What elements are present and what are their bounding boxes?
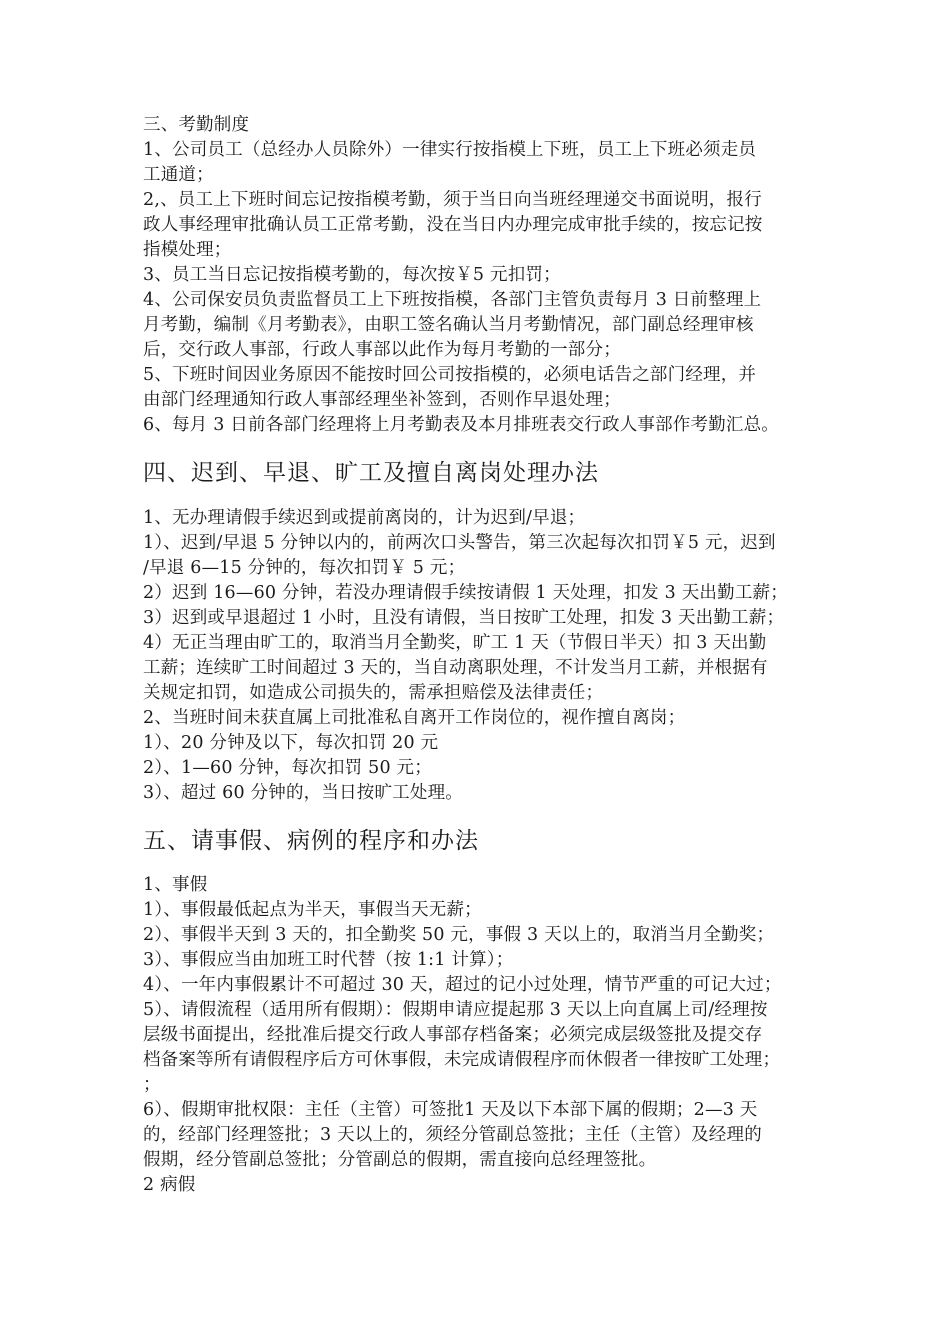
paragraph-line: 3）、超过 60 分钟的，当日按旷工处理。 xyxy=(143,783,463,803)
section-lateness-handling xyxy=(143,458,813,806)
paragraph-line: 政人事经理审批确认员工正常考勤，没在当日内办理完成审批手续的，按忘记按 xyxy=(143,215,763,235)
paragraph-line: 3、员工当日忘记按指模考勤的，每次按￥5 元扣罚； xyxy=(143,265,561,285)
paragraph-line: 4）、一年内事假累计不可超过 30 天，超过的记小过处理，情节严重的可记大过； xyxy=(143,975,782,995)
paragraph-line: 6、每月 3 日前各部门经理将上月考勤表及本月排班表交行政人事部作考勤汇总。 xyxy=(143,415,779,435)
paragraph-line: 2、当班时间未获直属上司批准私自离开工作岗位的，视作擅自离岗； xyxy=(143,708,686,728)
paragraph-line: 1）、20 分钟及以下，每次扣罚 20 元 xyxy=(143,733,439,753)
paragraph-line: 指模处理； xyxy=(143,240,232,260)
paragraph-line: 月考勤，编制《月考勤表》，由职工签名确认当月考勤情况，部门副总经理审核 xyxy=(143,315,754,335)
paragraph-line: 3）迟到或早退超过 1 小时，且没有请假，当日按旷工处理，扣发 3 天出勤工薪； xyxy=(143,608,785,628)
paragraph-line: 4、公司保安员负责监督员工上下班按指模，各部门主管负责每月 3 日前整理上 xyxy=(143,290,762,310)
section-title-attendance: 三、考勤制度 xyxy=(143,115,250,135)
paragraph-line: 关规定扣罚，如造成公司损失的，需承担赔偿及法律责任； xyxy=(143,683,604,703)
section-heading-lateness: 四、迟到、早退、旷工及擅自离岗处理办法 xyxy=(143,460,599,486)
paragraph-line: 3）、事假应当由加班工时代替（按 1:1 计算）； xyxy=(143,950,514,970)
paragraph-line: 5、下班时间因业务原因不能按时回公司按指模的，必须电话告之部门经理，并 xyxy=(143,365,757,385)
section-leave-procedure xyxy=(143,826,813,1198)
paragraph-line: 1、公司员工（总经办人员除外）一律实行按指模上下班，员工上下班必须走员 xyxy=(143,140,757,160)
paragraph-line: 1）、迟到/早退 5 分钟以内的，前两次口头警告，第三次起每次扣罚￥5 元，迟到 xyxy=(143,533,776,553)
document-page xyxy=(143,113,813,1198)
paragraph-line: 2,、员工上下班时间忘记按指模考勤，须于当日向当班经理递交书面说明，报行 xyxy=(143,190,762,210)
paragraph-line: 工薪；连续旷工时间超过 3 天的，当自动离职处理，不计发当月工薪，并根据有 xyxy=(143,658,768,678)
paragraph-line: ； xyxy=(143,1075,161,1095)
paragraph-line: 由部门经理通知行政人事部经理坐补签到，否则作早退处理； xyxy=(143,390,621,410)
paragraph-line: 档备案等所有请假程序后方可休事假，未完成请假程序而休假者一律按旷工处理； xyxy=(143,1050,781,1070)
paragraph-line: 工通道； xyxy=(143,165,214,185)
paragraph-line: 5）、请假流程（适用所有假期）：假期申请应提起那 3 天以上向直属上司/经理按 xyxy=(143,1000,768,1020)
paragraph-line: 假期，经分管副总签批；分管副总的假期，需直接向总经理签批。 xyxy=(143,1150,657,1170)
paragraph-line: 2）、1—60 分钟，每次扣罚 50 元； xyxy=(143,758,432,778)
paragraph-line: 2）、事假半天到 3 天的，扣全勤奖 50 元，事假 3 天以上的，取消当月全勤奖； xyxy=(143,925,775,945)
section-heading-leave: 五、请事假、病例的程序和办法 xyxy=(143,828,479,854)
paragraph-line: 1）、事假最低起点为半天，事假当天无薪； xyxy=(143,900,482,920)
paragraph-line: 1、事假 xyxy=(143,875,208,895)
paragraph-line: 后，交行政人事部，行政人事部以此作为每月考勤的一部分； xyxy=(143,340,621,360)
section-attendance-policy xyxy=(143,113,813,438)
paragraph-line: 的，经部门经理签批；3 天以上的，须经分管副总签批；主任（主管）及经理的 xyxy=(143,1125,762,1145)
paragraph-line: 1、无办理请假手续迟到或提前离岗的，计为迟到/早退； xyxy=(143,508,586,528)
paragraph-line: 4）无正当理由旷工的，取消当月全勤奖，旷工 1 天（节假日半天）扣 3 天出勤 xyxy=(143,633,767,653)
paragraph-line: 2）迟到 16—60 分钟，若没办理请假手续按请假 1 天处理，扣发 3 天出勤工薪； xyxy=(143,583,788,603)
paragraph-line: 6）、假期审批权限：主任（主管）可签批1 天及以下本部下属的假期；2—3 天 xyxy=(143,1100,758,1120)
paragraph-line: /早退 6—15 分钟的，每次扣罚￥ 5 元； xyxy=(143,558,466,578)
paragraph-line: 2 病假 xyxy=(143,1175,196,1195)
paragraph-line: 层级书面提出，经批准后提交行政人事部存档备案；必须完成层级签批及提交存 xyxy=(143,1025,763,1045)
